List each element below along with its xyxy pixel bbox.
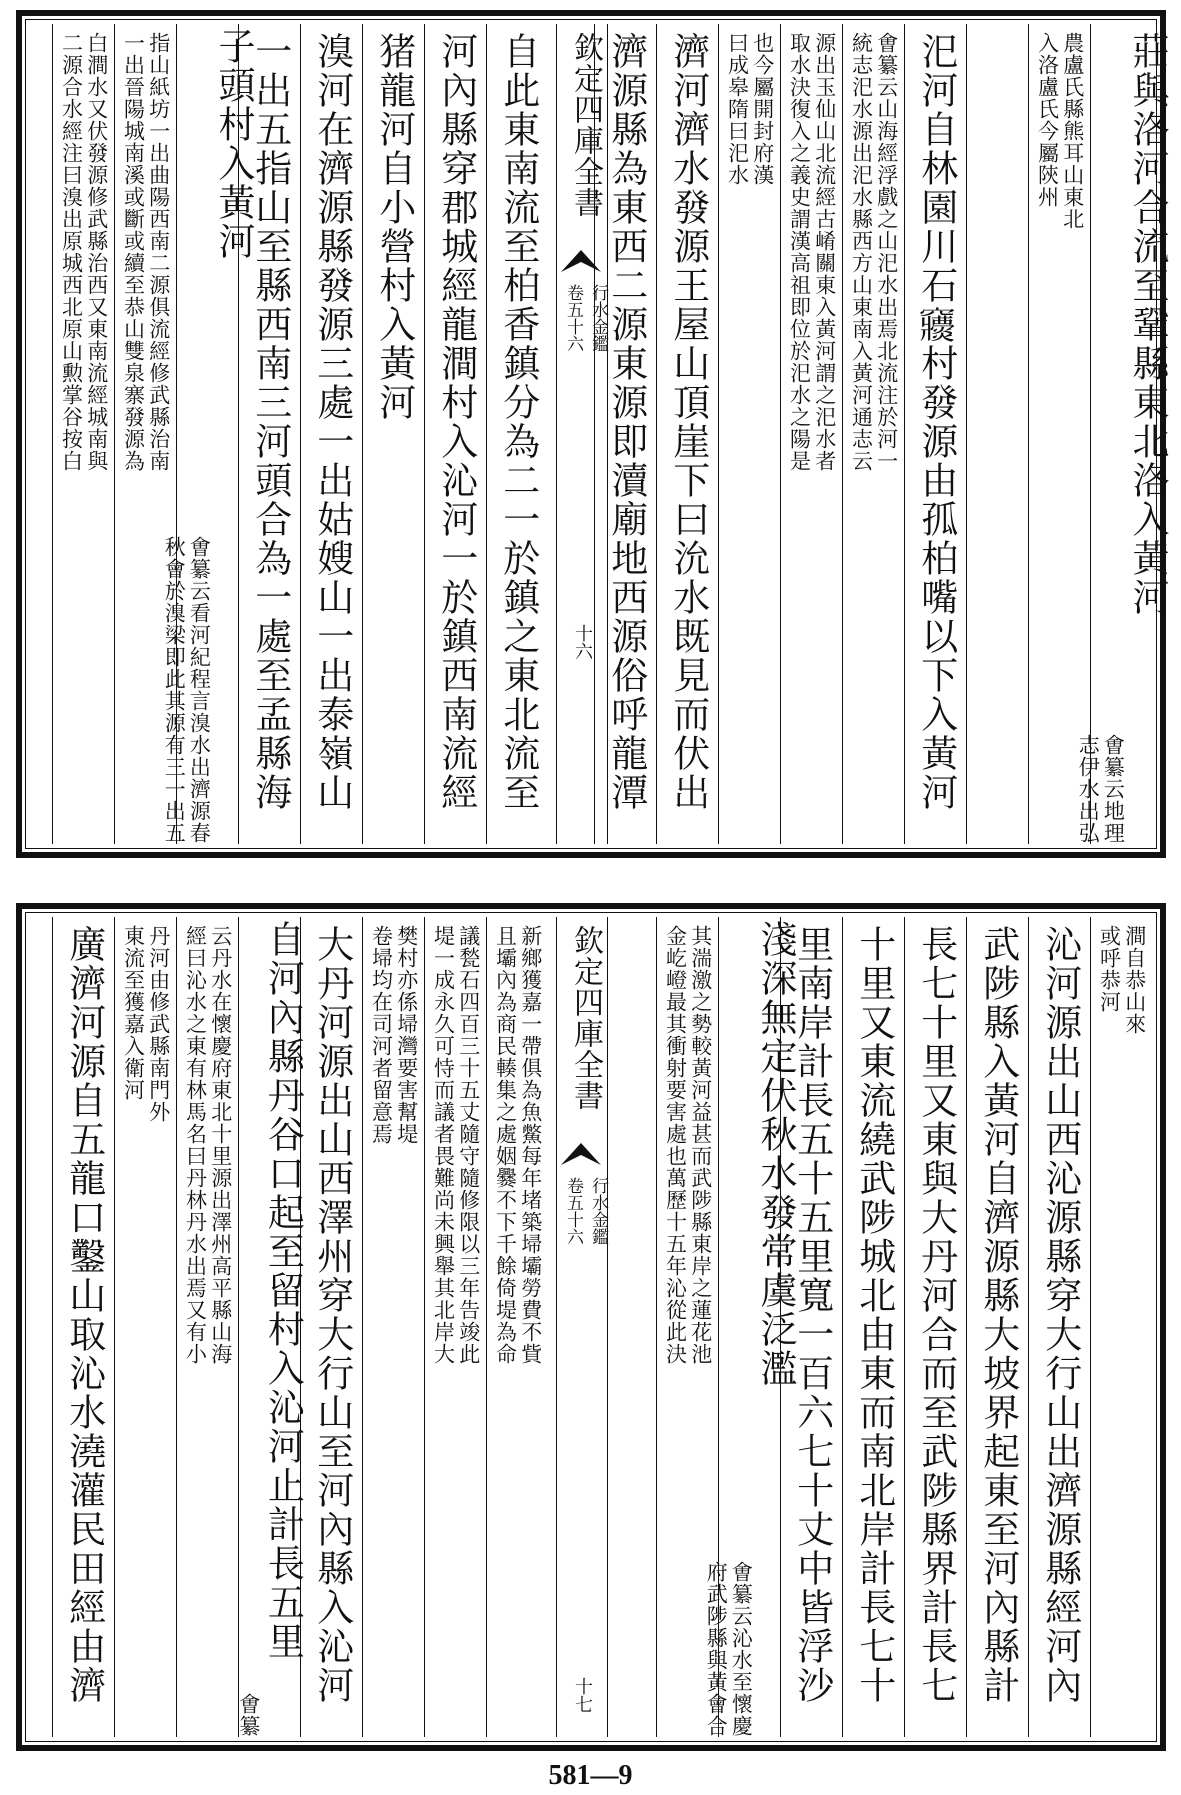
annotation-line: 農盧氏縣熊耳山東北 — [1060, 32, 1085, 230]
annotation-block — [236, 1690, 261, 1737]
text-column — [486, 917, 548, 1737]
text-column — [1076, 24, 1169, 844]
spine-book: 行水金鑑 — [588, 1177, 608, 1245]
text-column — [424, 917, 486, 1737]
lower-page — [16, 903, 1166, 1751]
text-column — [780, 24, 842, 844]
spine-volume — [561, 284, 611, 352]
main-text: 莊與洛河合流至鞏縣東北洛入黃河 — [1125, 32, 1169, 617]
text-column — [236, 917, 305, 1737]
annotation-line: 云丹水在懷慶府東北十里源出澤州高平縣山海 — [208, 925, 233, 1365]
spine-volume-number: 卷五十六 — [563, 1177, 583, 1245]
spine-title: 欽定四庫全書 — [568, 32, 603, 218]
text-column — [842, 917, 904, 1737]
annotation-block — [492, 917, 542, 1737]
annotation-block — [368, 917, 418, 1737]
annotation-line: 指山紙坊一出曲陽西南二源俱流經修武縣治南 — [146, 32, 171, 472]
spine-title: 欽定四庫全書 — [568, 925, 603, 1111]
annotation-line: 白澗水又伏發源修武縣治西又東南流經城南與 — [84, 32, 109, 472]
spine-volume — [561, 1177, 611, 1245]
text-column — [300, 917, 362, 1737]
annotation-line: 府武陟縣與黃會合 — [704, 1561, 729, 1737]
annotation-line: 二源合水經注曰溴出原城西北原山勲掌谷按白 — [59, 32, 84, 472]
main-text: 濟源縣為東西二源東源即瀆廟地西源俗呼龍潭 — [604, 32, 648, 812]
text-column — [300, 24, 362, 844]
annotation-line: 樊村亦係埽灣要害幫堤 — [394, 925, 419, 1145]
text-column — [114, 917, 176, 1737]
annotation-line: 議甃石四百三十五丈隨守隨修限以三年告竣此 — [456, 925, 481, 1365]
page-number: 581—9 — [548, 1760, 633, 1791]
text-column — [176, 917, 238, 1737]
annotation-line: 澗自恭山來 — [1122, 925, 1147, 1035]
main-text: 武陟縣入黃河自濟源縣大坡界起東至河內縣計 — [976, 925, 1020, 1705]
text-column — [718, 24, 780, 844]
spine-leaf-number: 十七 — [572, 1677, 593, 1713]
annotation-block — [120, 917, 170, 1737]
upper-page — [16, 10, 1169, 858]
annotation-block — [1096, 917, 1146, 1737]
text-column — [966, 24, 1028, 844]
annotation-line: 㑹纂云看河紀程言溴水出濟源春 — [187, 536, 212, 844]
annotation-line: 也今屬開封府漢 — [750, 32, 775, 186]
text-column — [52, 917, 114, 1737]
spine-volume-number: 卷五十六 — [563, 284, 583, 352]
main-text: 自河內縣丹谷口起至留村入沁河止計長五里 — [261, 920, 305, 1661]
annotation-line: 㑹纂 — [236, 1693, 261, 1737]
text-column — [162, 24, 255, 844]
main-text: 廣濟河源自五龍口鑿山取沁水澆灌民田經由濟 — [62, 925, 106, 1705]
text-column — [238, 24, 300, 844]
annotation-line: 志伊水出弘 — [1076, 734, 1101, 844]
annotation-line: 堤一成永久可恃而議者畏難尚未興舉其北岸大 — [431, 925, 456, 1365]
text-column — [486, 24, 548, 844]
lower-right-half — [594, 917, 1152, 1737]
main-text: 溴河在濟源縣發源三處一出姑嫂山一出泰嶺山 — [310, 32, 354, 812]
annotation-line: 秋會於溴梁即此其源有三一出五 — [162, 536, 187, 844]
main-text: 沁河源出山西沁源縣穿大行山出濟源縣經河內 — [1038, 925, 1082, 1705]
annotation-line: 丹河由修武縣南門外 — [146, 925, 171, 1123]
annotation-line: 曰成皋隋曰汜水 — [725, 32, 750, 186]
annotation-block — [703, 1558, 753, 1737]
annotation-line: 其湍激之勢較黃河益甚而武陟縣東岸之蓮花池 — [688, 925, 713, 1365]
annotation-line: 且壩內為商民輳集之處姻爨不下千餘倚堤為命 — [493, 925, 518, 1365]
main-text: 一出五指山至縣西南三河頭合為一處至孟縣海 — [248, 32, 292, 812]
annotation-line: 統志汜水源出汜水縣西方山東南入黃河通志云 — [849, 32, 874, 472]
annotation-block — [724, 24, 774, 844]
text-column — [904, 917, 966, 1737]
main-text: 淺深無定伏秋水發常虞泛濫 — [753, 920, 797, 1388]
lower-left-half — [30, 917, 548, 1737]
main-text: 河內縣穿郡城經龍澗村入沁河一於鎮西南流經 — [434, 32, 478, 812]
main-text: 濟河濟水發源王屋山頂崖下曰沇水既見而伏出 — [666, 32, 710, 812]
fish-tail-icon — [559, 1139, 603, 1167]
main-text: 長七十里又東與大丹河合而至武陟縣界計長七 — [914, 925, 958, 1705]
annotation-block — [161, 533, 211, 844]
annotation-line: 卷埽均在司河者留意焉 — [369, 925, 394, 1145]
main-text: 自此東南流至柏香鎮分為二一於鎮之東北流至 — [496, 32, 540, 812]
text-column — [842, 24, 904, 844]
main-text: 里南岸計長五十五里寬一百六七十丈中皆浮沙 — [790, 925, 834, 1705]
main-text: 汜河自林園川石𥩒村發源由孤柏嘴以下入黃河 — [914, 32, 958, 812]
annotation-block — [430, 917, 480, 1737]
annotation-block — [848, 24, 898, 844]
lower-spine — [556, 917, 608, 1737]
spine-leaf-number: 十六 — [572, 624, 593, 660]
fish-tail-icon — [559, 246, 603, 274]
annotation-line: 㑹纂云山海經浮戲之山汜水出焉北流注於河一 — [874, 32, 899, 472]
text-column — [424, 24, 486, 844]
upper-left-half — [30, 24, 548, 844]
text-column — [362, 24, 424, 844]
annotation-line: 經曰沁水之東有林馬名曰丹林丹水出焉又有小 — [183, 925, 208, 1365]
main-text: 子頭村入黃河 — [211, 27, 255, 261]
text-column — [1028, 917, 1090, 1737]
annotation-line: 或呼恭河 — [1097, 925, 1122, 1013]
main-text: 十里又東流繞武陟城北由東而南北岸計長七十 — [852, 925, 896, 1705]
annotation-line: 金屹嶝最其衝射要害處也萬歷十五年沁從此決 — [663, 925, 688, 1365]
spine-book: 行水金鑑 — [588, 284, 608, 352]
annotation-line: 㑹纂云沁水至懷慶 — [729, 1561, 754, 1737]
text-column — [704, 917, 797, 1737]
text-column — [966, 917, 1028, 1737]
text-column — [656, 24, 718, 844]
annotation-line: 入洛盧氏今屬陝州 — [1035, 32, 1060, 208]
annotation-block — [58, 24, 108, 844]
annotation-line: 㑹纂云地理 — [1101, 734, 1126, 844]
annotation-block — [786, 24, 836, 844]
text-column — [1090, 917, 1152, 1737]
text-column — [904, 24, 966, 844]
upper-right-half — [594, 24, 1169, 844]
annotation-line: 取水決復入之義史謂漢高祖即位於汜水之陽是 — [787, 32, 812, 472]
annotation-line: 源出玉仙山北流經古崤關東入黃河謂之汜水者 — [812, 32, 837, 472]
text-column — [362, 917, 424, 1737]
main-text: 大丹河源出山西澤州穿大行山至河內縣入沁河 — [310, 925, 354, 1705]
upper-spine — [556, 24, 608, 844]
annotation-block — [1075, 731, 1125, 844]
annotation-line: 東流至獲嘉入衛河 — [121, 925, 146, 1101]
annotation-line: 新鄉獲嘉一帶俱為魚鱉每年堵築埽壩勞費不貲 — [518, 925, 543, 1365]
annotation-block — [182, 917, 232, 1737]
main-text: 猪龍河自小營村入黃河 — [372, 32, 416, 422]
text-column — [52, 24, 114, 844]
annotation-line: 一出晉陽城南溪或斷或續至恭山雙泉寨發源為 — [121, 32, 146, 472]
text-column — [780, 917, 842, 1737]
